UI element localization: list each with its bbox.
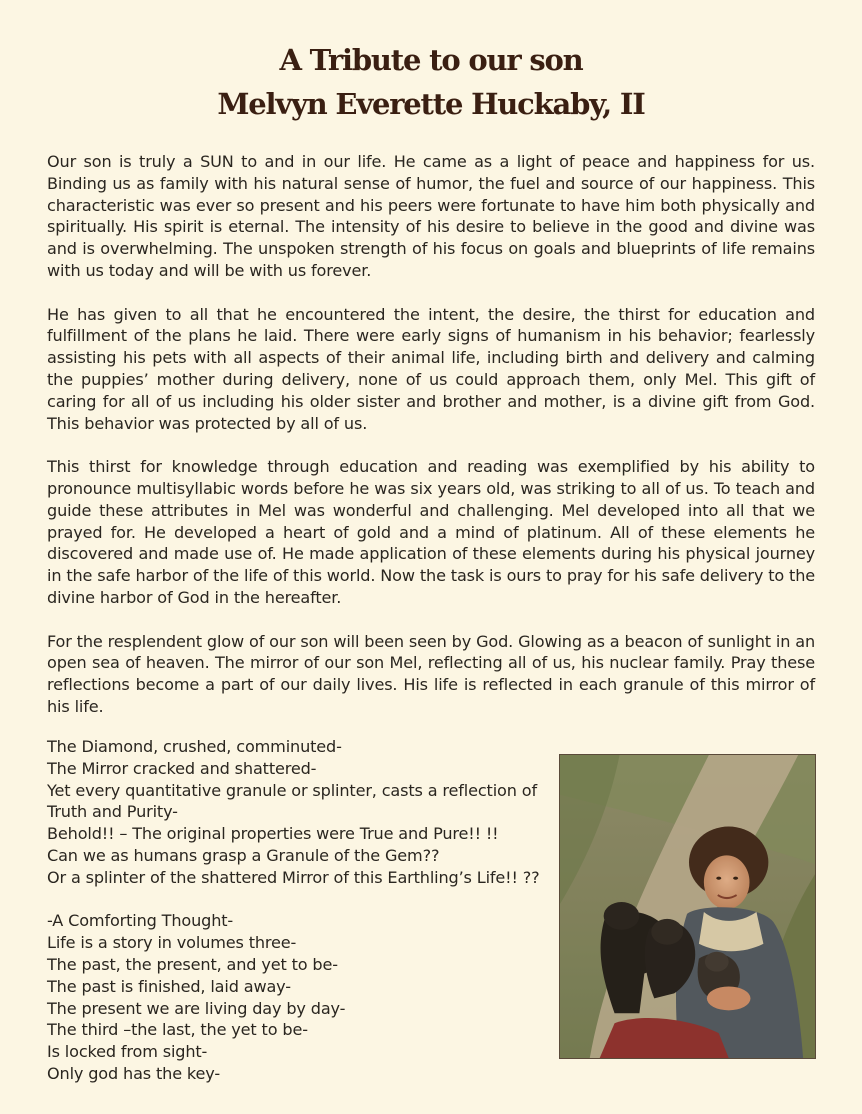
paragraph-1: Our son is truly a SUN to and in our life. He came as a light of peace and happiness for us. Binding us as family with his natural sense of humor, the fuel and source of our happiness. This characteristic was ever so present and his peers were fortunate to have him both physically and spiritually. His spirit is eternal. The intensity of his desire to believe in the good and divine was and is overwhelming. The unspoken strength of his focus on goals and blueprints of life remains with us today and will be with us forever. — [47, 152, 815, 280]
paragraph-3: This thirst for knowledge through education and reading was exemplified by his ability to pronounce multisyllabic words before he was six years old, was striking to all of us. To teach and guide these attributes in Mel was wonderful and challenging. Mel developed into all that we prayed for. He developed a heart of gold and a mind of platinum. All of these elements he discovered and made use of. He made application of these elements during his physical journey in the safe harbor of the life of this world. Now the task is ours to pray for his safe delivery to the divine harbor of God in the hereafter. — [47, 457, 815, 607]
poem-line: Yet every quantitative granule or splinter, casts a reflection of — [47, 780, 537, 800]
child-with-puppies-photo — [559, 754, 816, 1059]
poem-line: The present we are living day by day- — [47, 998, 346, 1018]
tribute-body — [47, 151, 815, 740]
page-title — [0, 38, 862, 126]
poem-line: Only god has the key- — [47, 1063, 221, 1083]
poem-line: Or a splinter of the shattered Mirror of this Earthling’s Life!! ?? — [47, 867, 540, 887]
poem-line: Truth and Purity- — [47, 802, 178, 822]
poem-heading: -A Comforting Thought- — [47, 911, 234, 931]
poem-line: The Diamond, crushed, comminuted- — [47, 737, 342, 756]
poem-line: The third –the last, the yet to be- — [47, 1020, 308, 1040]
poem-section — [47, 736, 552, 1085]
poem-line: The Mirror cracked and shattered- — [47, 758, 317, 778]
paragraph-2: He has given to all that he encountered the intent, the desire, the thirst for education and fulfillment of the plans he laid. There were early signs of humanism in his behavior; fearlessly assisting his pets with all aspects of their animal life, including birth and delivery and calming the puppies’ mother during delivery, none of us could approach them, only Mel. This gift of caring for all of us including his older sister and brother and mother, is a divine gift from God. This behavior was protected by all of us. — [47, 304, 815, 433]
title-line-2: Melvyn Everette Huckaby, II — [217, 87, 645, 121]
stanza-gap — [47, 889, 552, 911]
poem-line: Is locked from sight- — [47, 1042, 208, 1062]
poem-line: The past, the present, and yet to be- — [47, 954, 338, 974]
paragraph-4: For the resplendent glow of our son will been seen by God. Glowing as a beacon of sunlight in an open sea of heaven. The mirror of our son Mel, reflecting all of us, his nuclear family. Pray these reflections become a part of our daily lives. His life is reflected in each granule of this mirror of his life. — [47, 631, 815, 716]
title-line-1: A Tribute to our son — [279, 43, 583, 77]
poem-line: Life is a story in volumes three- — [47, 933, 297, 953]
poem-line: The past is finished, laid away- — [47, 976, 291, 996]
poem-line: Can we as humans grasp a Granule of the Gem?? — [47, 845, 440, 865]
poem-line: Behold!! – The original properties were True and Pure!! !! — [47, 824, 499, 844]
photo-illustration — [560, 755, 815, 1058]
